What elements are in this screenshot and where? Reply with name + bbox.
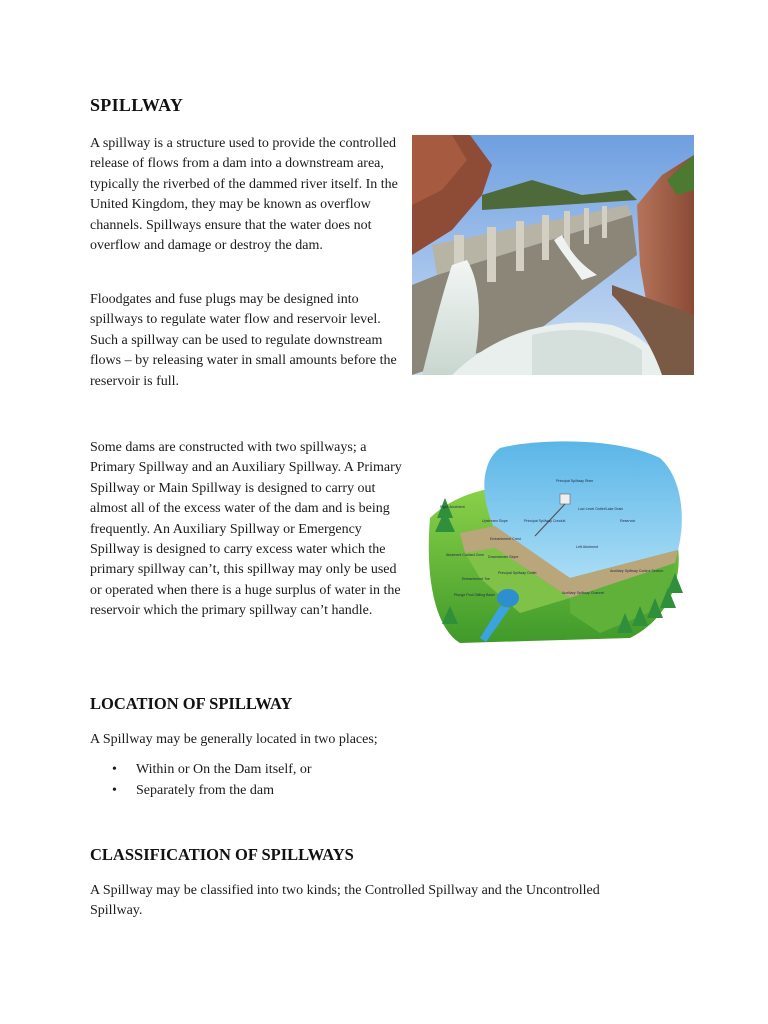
paragraph-two-spillways: Some dams are constructed with two spillways; a Primary Spillway and an Auxiliary Spillway. A Primary Spillway or Main Spillway is designed to carry out almost all of the excess water of the dam and is being frequently. An Auxiliary Spillway or Emergency Spillway is designed to carry excess water which the primary spillway can’t, this spillway may only be used or operated when there is a huge surplus of water in the reservoir which the primary spillway can’t handle.	[90, 440, 402, 619]
spillway-diagram-illustration	[420, 438, 688, 648]
location-heading: LOCATION OF SPILLWAY	[90, 694, 293, 713]
location-intro: A Spillway may be generally located in two places;	[90, 732, 378, 747]
diagram-label-downstream-slope: Downstream Slope	[488, 555, 519, 559]
dam-photo-illustration	[412, 135, 694, 375]
diagram-label-left-abutment: Left Abutment	[576, 545, 599, 549]
location-list	[112, 760, 312, 801]
classification-heading: CLASSIFICATION OF SPILLWAYS	[90, 845, 354, 864]
dam-photo	[412, 135, 694, 375]
diagram-label-principal-conduit: Principal Spillway Conduit	[524, 519, 566, 523]
diagram-label-reservoir: Reservoir	[620, 519, 636, 523]
bullet-marker: •	[112, 762, 117, 777]
list-item-text: Within or On the Dam itself, or	[136, 762, 312, 777]
diagram-label-right-abutment: Right Abutment	[440, 505, 465, 509]
diagram-label-low-level-outlet: Low Level Outlet/Lake Drain	[578, 507, 624, 511]
diagram-label-abutment-contact: Abutment Contact Zone	[446, 553, 484, 557]
diagram-label-auxiliary-control: Auxiliary Spillway Control Section	[610, 569, 664, 573]
list-item	[112, 760, 312, 781]
list-item	[112, 781, 312, 802]
diagram-label-principal-riser: Principal Spillway Riser	[556, 479, 594, 483]
diagram-label-plunge-pool: Plunge Pool Stilling Basin	[454, 593, 495, 597]
diagram-label-auxiliary-channel: Auxiliary Spillway Channel	[562, 591, 605, 595]
bullet-marker: •	[112, 782, 117, 798]
list-item-text: Separately from the dam	[136, 782, 275, 798]
paragraph-floodgates: Floodgates and fuse plugs may be designed into spillways to regulate water flow and reservoir level. Such a spillway can be used to regulate downstream flows – by releasing water in small amounts before the reservoir is full.	[90, 292, 397, 389]
diagram-label-embankment-crest: Embankment Crest	[490, 537, 521, 541]
classification-text: A Spillway may be classified into two kinds; the Controlled Spillway and the Uncontrolled Spillway.	[90, 883, 600, 919]
paragraph-definition: A spillway is a structure used to provide the controlled release of flows from a dam into a downstream area, typically the riverbed of the dammed river itself. In the United Kingdom, they may be known as overflow channels. Spillways ensure that the water does not overflow and damage or destroy the dam.	[90, 136, 398, 254]
diagram-label-principal-outlet: Principal Spillway Outlet	[498, 571, 537, 575]
spillway-diagram	[420, 438, 688, 648]
diagram-label-embankment-toe: Embankment Toe	[462, 577, 490, 581]
page-title: SPILLWAY	[90, 95, 184, 115]
diagram-label-upstream-slope: Upstream Slope	[482, 519, 508, 523]
